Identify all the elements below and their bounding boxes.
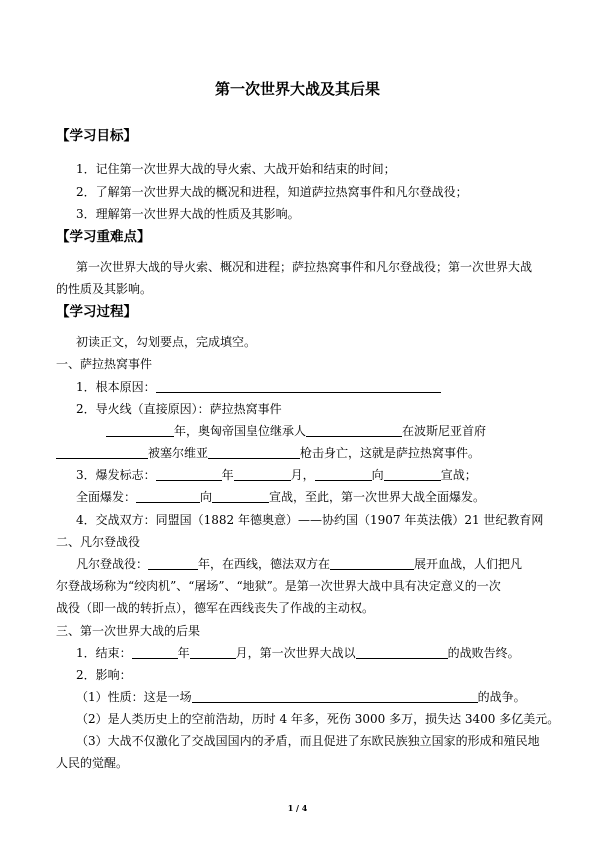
verdun-line-3: 战役（即一战的转折点），德军在西线丧失了作战的主动权。 — [56, 601, 375, 615]
end-label: 1．结束： — [76, 646, 132, 660]
nature-line — [76, 689, 526, 705]
trigger-text-b: 在波斯尼亚首府 — [402, 424, 487, 438]
full-outbreak-label: 全面爆发： — [76, 490, 137, 504]
end-line — [76, 645, 520, 661]
page-title: 第一次世界大战及其后果 — [214, 80, 380, 98]
objective-item-3: 3．理解第一次世界大战的性质及其影响。 — [76, 207, 300, 221]
outbreak-line — [76, 467, 477, 483]
full-outbreak-country-a-blank[interactable] — [136, 490, 200, 503]
objective-item-1: 1．记住第一次世界大战的导火索、大战开始和结束的时间； — [76, 162, 396, 176]
end-year-label: 年 — [177, 646, 190, 660]
verdun-text-b: 年，在西线，德法双方在 — [198, 557, 331, 571]
root-cause-blank[interactable] — [156, 380, 441, 393]
objectives-heading: 【学习目标】 — [56, 128, 137, 144]
part3-heading: 三、第一次世界大战的后果 — [56, 624, 201, 638]
belligerents-line: 4．交战双方：同盟国（1882 年德奥意）——协约国（1907 年英法俄）21 世纪教育网 — [76, 513, 544, 527]
root-cause-label: 1．根本原因： — [76, 380, 156, 394]
nature-text-b: 的战争。 — [477, 690, 526, 704]
heir-name-blank[interactable] — [306, 424, 402, 437]
end-text-c: 月，第一次世界大战以 — [235, 646, 356, 660]
impact-heading: 2．影响： — [76, 668, 132, 682]
part1-heading: 一、萨拉热窝事件 — [56, 357, 153, 371]
nature-label: （1）性质：这是一场 — [76, 690, 192, 704]
process-intro: 初读正文，勾划要点，完成填空。 — [76, 335, 257, 349]
end-text-d: 的战败告终。 — [447, 646, 520, 660]
assassin-blank[interactable] — [208, 446, 300, 459]
target-country-blank[interactable] — [384, 468, 441, 481]
outbreak-month-blank[interactable] — [234, 468, 291, 481]
verdun-line-1 — [76, 556, 522, 572]
outbreak-label: 3．爆发标志： — [76, 468, 156, 482]
loss-line: （2）是人类历史上的空前浩劫，历时 4 年多，死伤 3000 多万，损失达 3400 多亿美元。 — [76, 712, 560, 726]
objective-item-2: 2．了解第一次世界大战的概况和进程，知道萨拉热窝事件和凡尔登战役； — [76, 185, 468, 199]
full-outbreak-text: 宣战，至此，第一次世界大战全面爆发。 — [269, 490, 486, 504]
outbreak-year-blank[interactable] — [156, 468, 222, 481]
verdun-line-2: 尔登战场称为“绞肉机”、“屠场”、“地狱”。是第一次世界大战中具有决定意义的一次 — [56, 579, 501, 593]
end-month-blank[interactable] — [190, 646, 236, 659]
effect-line-2: 人民的觉醒。 — [56, 756, 129, 770]
trigger-text-c: 被塞尔维亚 — [148, 446, 209, 460]
declaring-country-blank[interactable] — [315, 468, 372, 481]
verdun-label: 凡尔登战役： — [76, 557, 149, 571]
part2-heading: 二、凡尔登战役 — [56, 535, 141, 549]
verdun-text-c: 展开血战，人们把凡 — [414, 557, 523, 571]
effect-line-1: （3）大战不仅激化了交战国国内的矛盾，而且促进了东欧民族独立国家的形成和殖民地 — [76, 734, 540, 748]
full-outbreak-country-b-blank[interactable] — [212, 490, 269, 503]
root-cause-line — [76, 379, 441, 395]
defeated-side-blank[interactable] — [356, 646, 448, 659]
outbreak-declare-label: 宣战； — [440, 468, 477, 482]
end-year-blank[interactable] — [132, 646, 178, 659]
trigger-line-2 — [56, 445, 480, 461]
key-points-line-2: 的性质及其影响。 — [56, 282, 153, 296]
trigger-heading: 2．导火线（直接原因）：萨拉热窝事件 — [76, 402, 282, 416]
trigger-text-a: 年，奥匈帝国皇位继承人 — [174, 424, 307, 438]
trigger-text-d: 枪击身亡，这就是萨拉热窝事件。 — [300, 446, 481, 460]
key-points-heading: 【学习重难点】 — [56, 229, 151, 245]
verdun-year-blank[interactable] — [148, 557, 198, 570]
outbreak-to-label: 向 — [371, 468, 384, 482]
outbreak-year-label: 年 — [221, 468, 234, 482]
page-number: 1 / 4 — [287, 803, 308, 813]
process-heading: 【学习过程】 — [56, 304, 137, 320]
outbreak-month-label: 月， — [290, 468, 315, 482]
capital-blank[interactable] — [56, 446, 148, 459]
trigger-line-1 — [106, 423, 486, 439]
full-outbreak-to-label: 向 — [200, 490, 213, 504]
full-outbreak-line — [76, 489, 485, 505]
key-points-line-1: 第一次世界大战的导火索、概况和进程；萨拉热窝事件和凡尔登战役；第一次世界大战 — [76, 260, 533, 274]
verdun-place-blank[interactable] — [330, 557, 414, 570]
trigger-year-blank[interactable] — [106, 424, 174, 437]
nature-blank[interactable] — [192, 690, 478, 703]
